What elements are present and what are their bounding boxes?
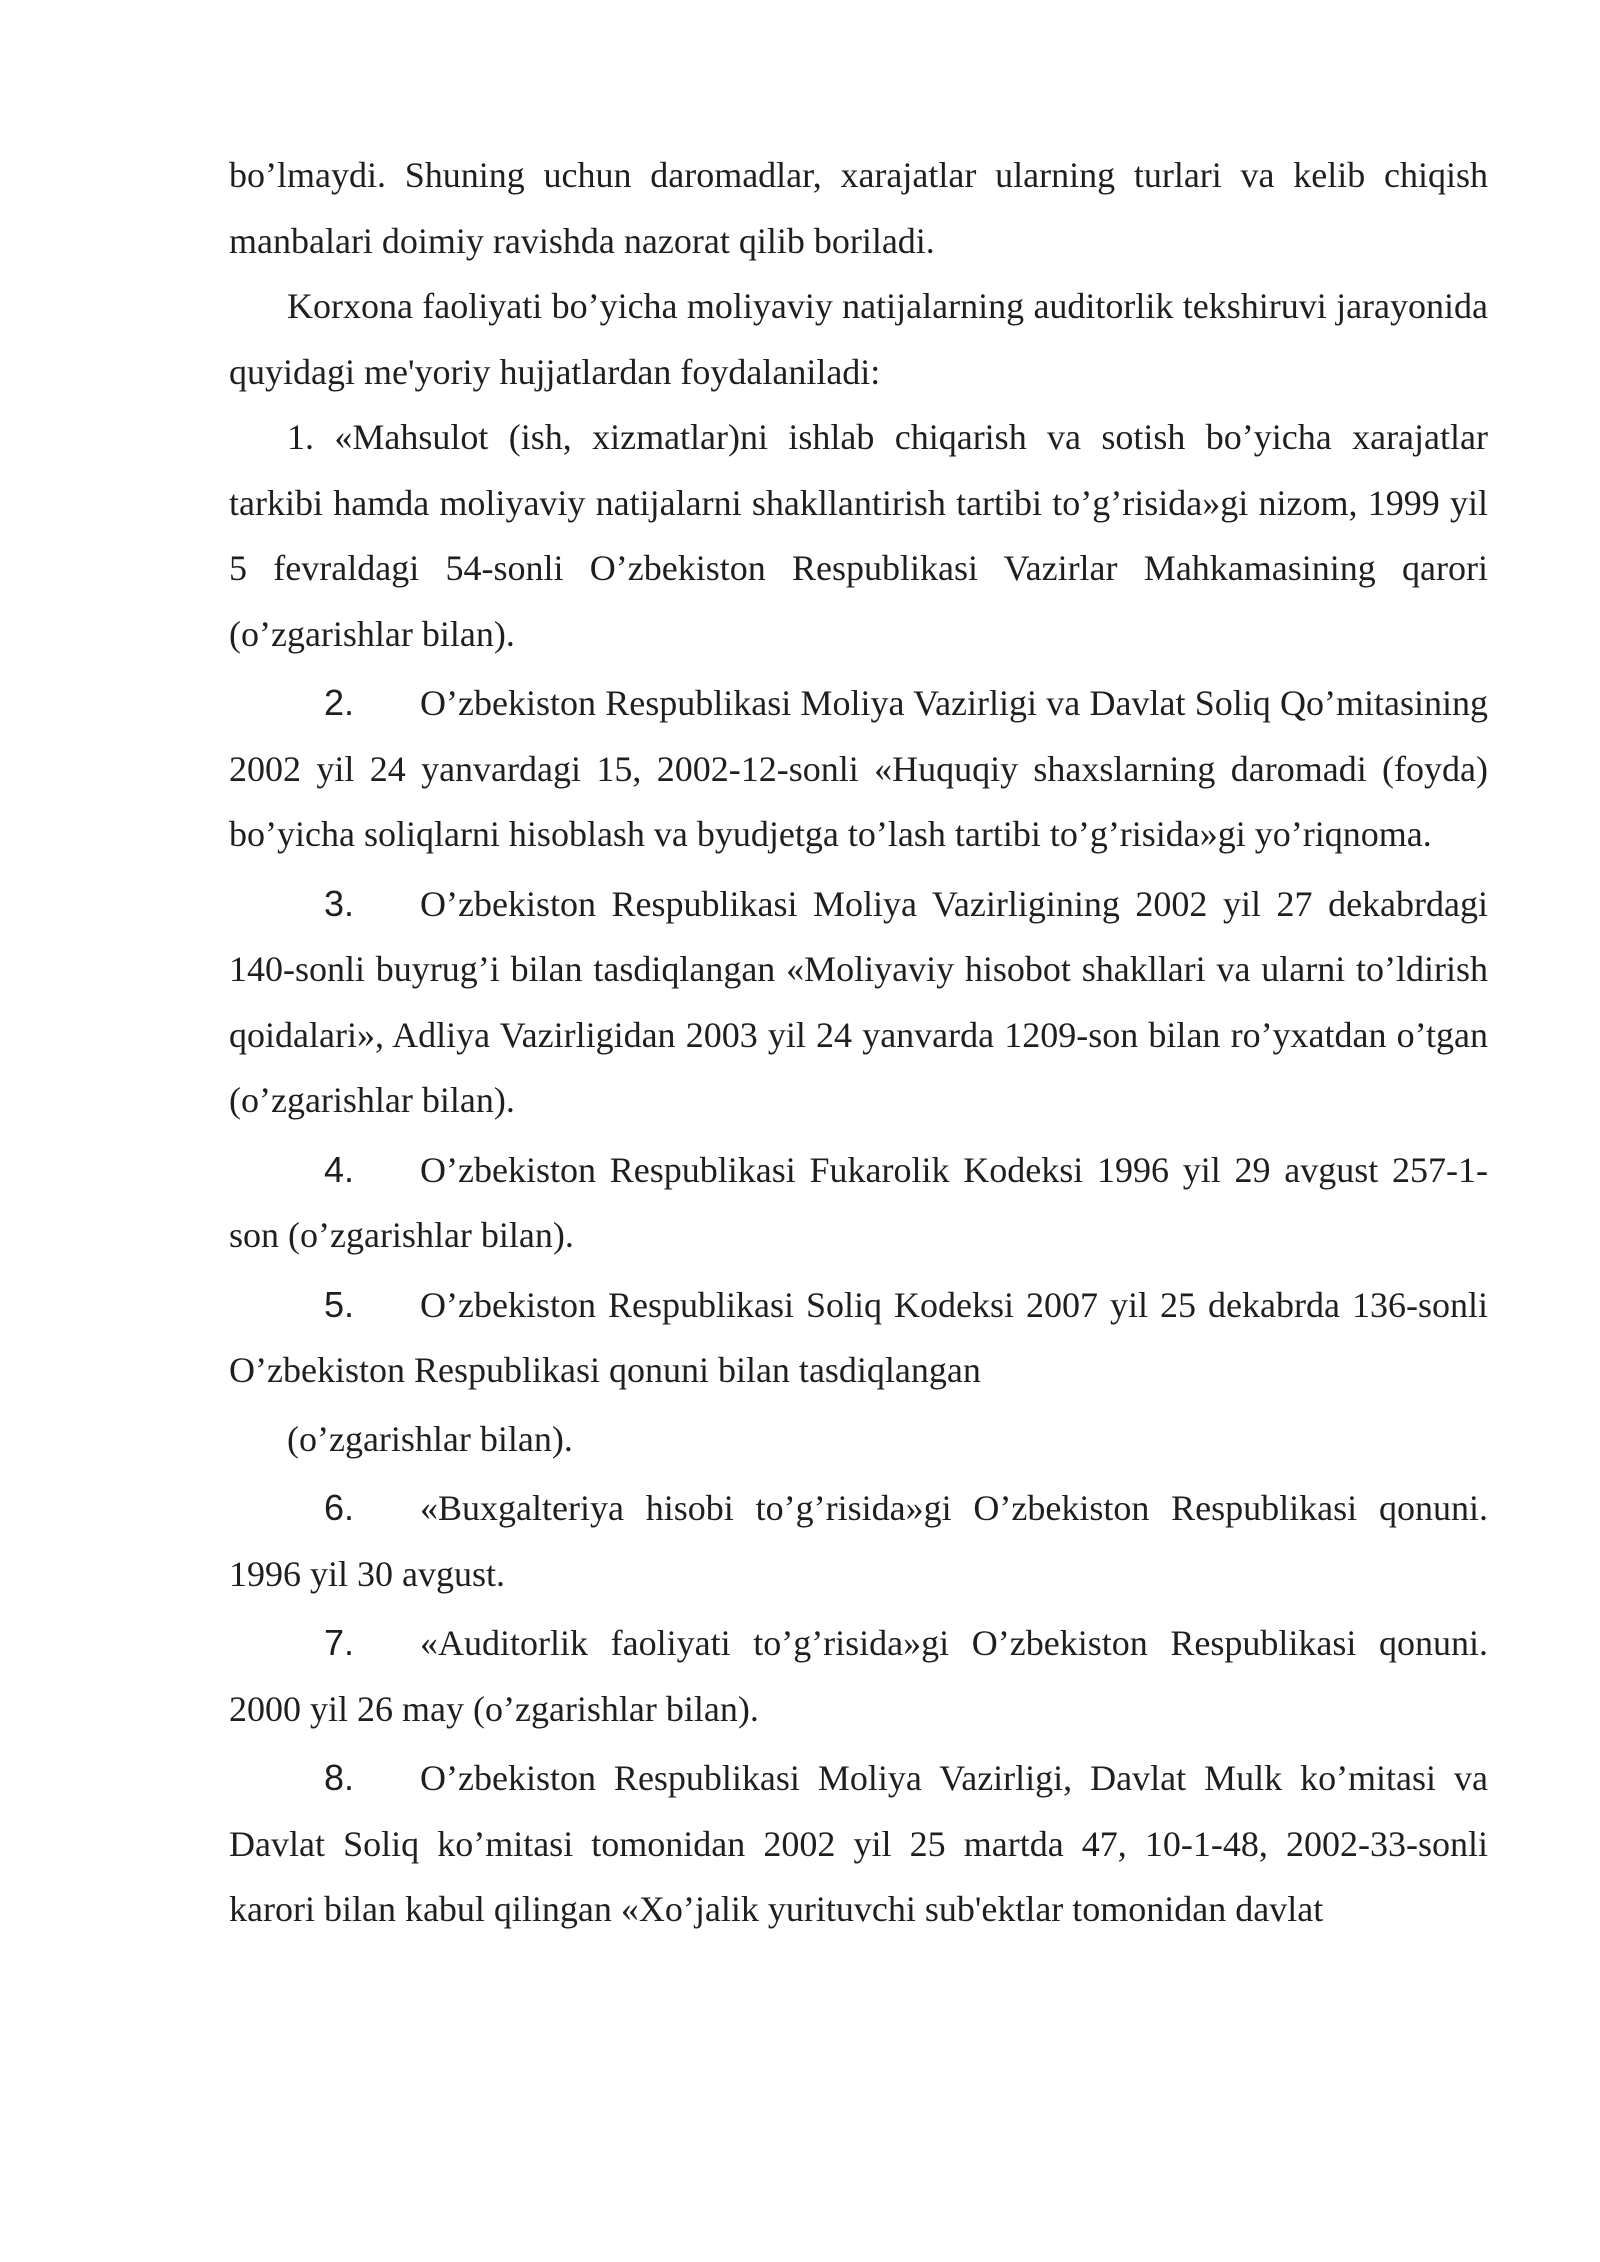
list-item-7	[229, 1610, 1488, 1742]
list-item-text: O’zbekiston Respublikasi Moliya Vazirligining 2002 yil 27 dekabrdagi 140-sonli buyrug’i bilan tasdiqlangan «Moliyaviy hisobot shakllari va ularni to’ldirish qoidalari», Adliya Vazirligidan 2003 yil 24 yanvarda 1209-son bilan ro’yxatdan o’tgan (o’zgarishlar bilan).	[229, 883, 1488, 1120]
document-body	[229, 143, 1488, 1946]
list-item-number: 2.	[324, 682, 355, 723]
paragraph-intro: Korxona faoliyati bo’yicha moliyaviy natijalarning auditorlik tekshiruvi jarayonida quyidagi me'yoriy hujjatlardan foydalaniladi:	[229, 286, 1488, 392]
list-item-3	[229, 871, 1488, 1134]
list-item-text: O’zbekiston Respublikasi Fukarolik Kodeksi 1996 yil 29 avgust 257-1-son (o’zgarishlar bilan).	[229, 1149, 1488, 1255]
list-item-number: 3.	[324, 882, 355, 924]
list-item-5	[229, 1272, 1488, 1404]
list-item-number: 7.	[324, 1622, 355, 1663]
list-item-2	[229, 670, 1488, 868]
list-item-text: «Auditorlik faoliyati to’g’risida»gi O’zbekiston Respublikasi qonuni. 2000 yil 26 may (o’zgarishlar bilan).	[229, 1623, 1488, 1729]
list-item-number: 6.	[324, 1487, 355, 1528]
paragraph-continuation: bo’lmaydi. Shuning uchun daromadlar, xarajatlar ularning turlari va kelib chiqish manbalari doimiy ravishda nazorat qilib boriladi.	[229, 155, 1488, 261]
list-item-number: 8.	[324, 1757, 355, 1798]
list-item-number: 5.	[324, 1283, 355, 1325]
list-item-text: O’zbekiston Respublikasi Moliya Vazirligi, Davlat Mulk ko’mitasi va Davlat Soliq ko’mitasi tomonidan 2002 yil 25 martda 47, 10-1-48, 2002-33-sonli karori bilan kabul qilingan «Xo’jalik yurituvchi sub'ektlar tomonidan davlat	[229, 1758, 1488, 1929]
list-item-8	[229, 1745, 1488, 1943]
list-item-5-continuation: (o’zgarishlar bilan).	[287, 1418, 573, 1459]
list-item-text: O’zbekiston Respublikasi Moliya Vazirligi va Davlat Soliq Qo’mitasining 2002 yil 24 yanvardagi 15, 2002-12-sonli «Huquqiy shaxslarning daromadi (foyda) bo’yicha soliqlarni hisoblash va byudjetga to’lash tartibi to’g’risida»gi yo’riqnoma.	[229, 683, 1488, 854]
list-item-number: 4.	[324, 1148, 355, 1190]
list-item-1: 1. «Mahsulot (ish, xizmatlar)ni ishlab chiqarish va sotish bo’yicha xarajatlar tarkibi hamda moliyaviy natijalarni shakllantirish tartibi to’g’risida»gi nizom, 1999 yil 5 fevraldagi 54-sonli O’zbekiston Respublikasi Vazirlar Mahkamasining qarori (o’zgarishlar bilan).	[229, 417, 1488, 654]
list-item-6	[229, 1475, 1488, 1607]
list-item-4	[229, 1137, 1488, 1269]
list-item-text: O’zbekiston Respublikasi Soliq Kodeksi 2007 yil 25 dekabrda 136-sonli O’zbekiston Respublikasi qonuni bilan tasdiqlangan	[229, 1284, 1488, 1390]
list-item-text: «Buxgalteriya hisobi to’g’risida»gi O’zbekiston Respublikasi qonuni. 1996 yil 30 avgust.	[229, 1488, 1488, 1594]
